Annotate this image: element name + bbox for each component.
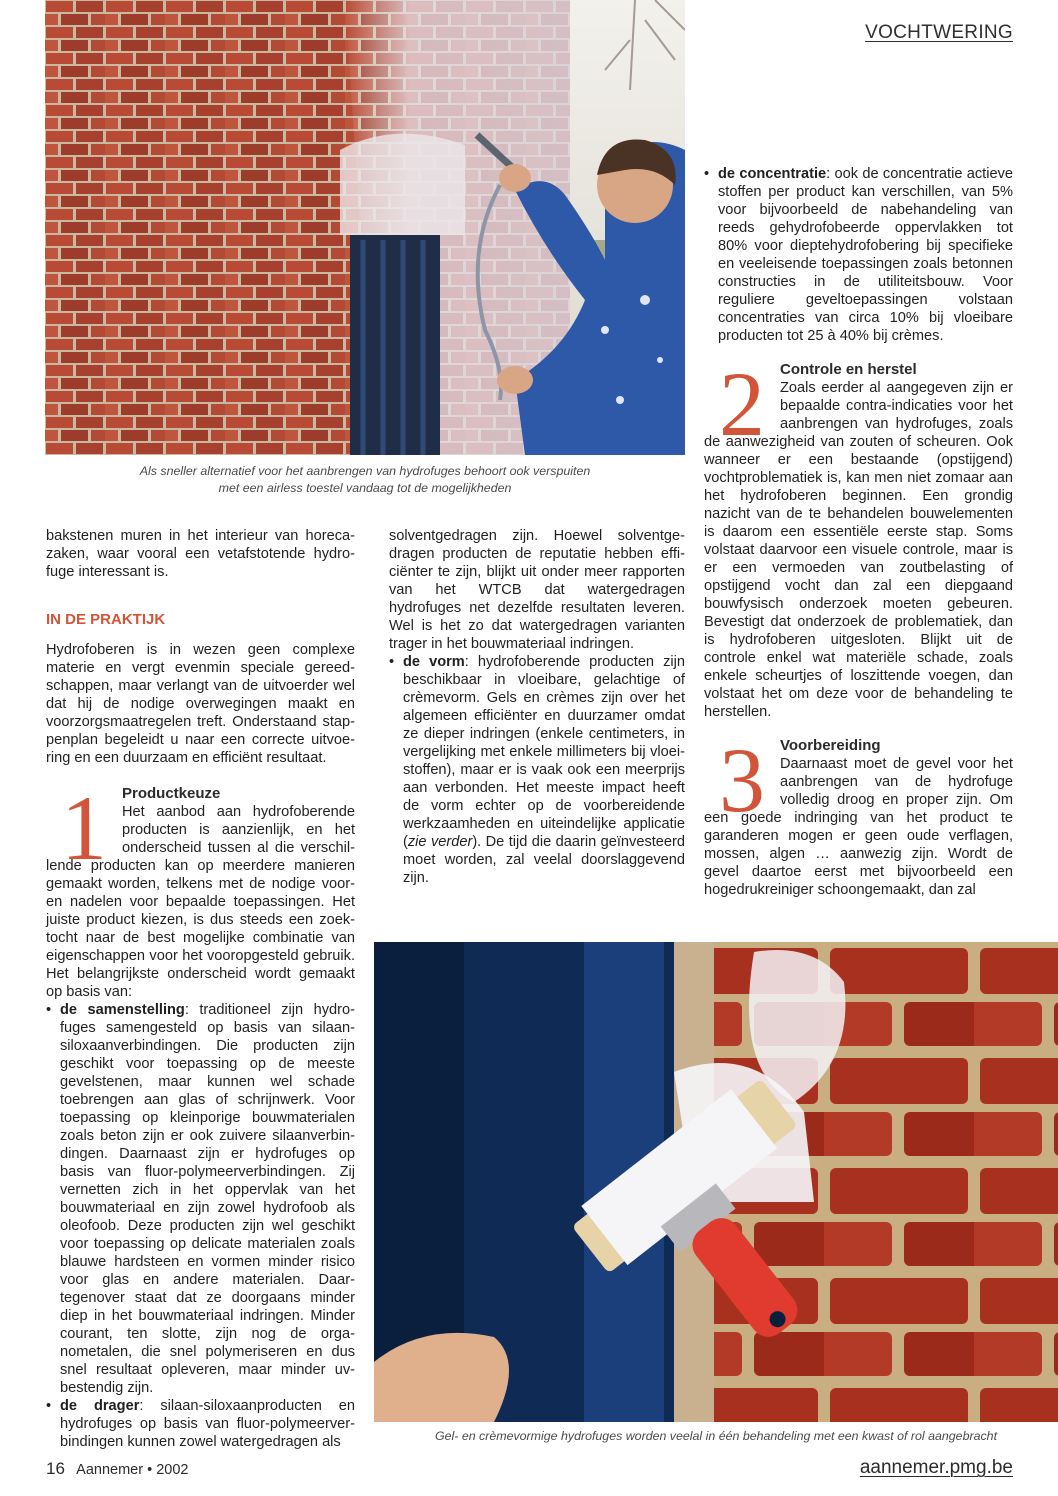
footer-left: [46, 1459, 188, 1479]
step-title: Voorbereiding: [780, 737, 881, 754]
bullet-text: : hydrofoberende producten zijn beschikbaar in vloeibare, gelachtige of crèmevorm. Gels en crèmes zijn over het algemeen efficiënter en duurzamer omdat ze dieper indringen (enkele centimeters, in vergelijking met enkele millimeters bij vloeistoffen), maar er is vaak ook een meerprijs aan verbonden. Het meeste impact heeft de vorm echter op de voorbereidende werkzaamheden en uiteindelijke applicatie (: [403, 654, 685, 850]
step-text: Daarnaast moet de gevel voor het aanbrengen van de hydrofuge volledig droog en proper zijn. Om een goede indringing van het product te garanderen mogen er geen oude verflagen, mossen, algen … aanwezig zijn. Wordt de gevel daartoe eerst met bijvoorbeeld een hogedrukreiniger schoongemaakt, dan zal: [704, 756, 1013, 898]
bullet-term: de vorm: [403, 654, 465, 670]
bottom-photo-caption: Gel- en crèmevormige hydrofuges worden veelal in één behandeling met een kwast of rol aangebracht: [434, 1429, 998, 1443]
bullet-item: [46, 1397, 355, 1451]
bullet-item: [704, 165, 1013, 345]
photo-brush-application: [374, 942, 1058, 1422]
bullet-dot: •: [46, 1398, 52, 1414]
bullet-term: de samenstelling: [60, 1002, 185, 1018]
bullet-term: de concentratie: [718, 166, 827, 182]
step-3: [704, 729, 1013, 899]
bullet-dot: •: [46, 1002, 52, 1018]
caption-line: met een airless toestel vandaag tot de mogelijkheden: [218, 481, 512, 495]
step-2: [704, 353, 1013, 721]
bullet-item: [389, 653, 685, 887]
step-1: [46, 777, 355, 1001]
page-number: 16: [46, 1459, 65, 1478]
bullet-term: de drager: [60, 1398, 140, 1414]
magazine-issue: Aannemer • 2002: [76, 1462, 189, 1478]
step-title: Productkeuze: [122, 785, 221, 802]
bullet-italic: zie verder: [407, 834, 473, 850]
column-1: [46, 527, 355, 1451]
section-title: VOCHTWERING: [865, 22, 1013, 43]
caption-line: Als sneller alternatief voor het aanbrengen van hydrofuges behoort ook verspuiten: [139, 464, 591, 478]
paragraph: solventgedragen zijn. Hoewel solventgedragen producten de reputatie hebben efficiënter te zijn, blijkt uit onder meer rapporten van het WTCB dat watergedragen hydrofuges net dezelfde resultaten leveren. Wel is het zo dat watergedragen varianten trager in het bouwmateriaal indringen.: [389, 528, 685, 652]
bullet-dot: •: [704, 166, 710, 182]
step-number: 2: [719, 353, 765, 455]
step-number: 3: [719, 729, 765, 831]
intro-paragraph: bakstenen muren in het interieur van horecazaken, waar vooral een vetafstotende hydrofuge interessant is.: [46, 528, 355, 580]
section-heading: IN DE PRAKTIJK: [46, 611, 166, 628]
bullet-text: ). De tijd die daarin geïnvesteerd moet worden, zal veelal doorslaggevend zijn.: [403, 834, 686, 886]
bullet-text: : silaan-siloxaanproducten en hydrofuges op basis van fluor-polymeerverbindingen kunnen zowel watergedragen als: [60, 1398, 355, 1450]
bullet-dot: •: [389, 654, 395, 670]
paragraph: Hydrofoberen is in wezen geen complexe materie en vergt evenmin speciale gereedschappen, maar verlangt van de uitvoerder wel dat hij de nodige overwegingen maakt en voorzorgsmaatregelen treft. Onderstaand stappenplan begeleidt u naar een correcte uitvoering en een duurzaam en efficiënt resultaat.: [46, 642, 355, 766]
top-photo-caption: [45, 463, 685, 497]
bullet-item: [46, 1001, 355, 1397]
bullet-text: : traditioneel zijn hydrofuges samengesteld op basis van silaan-siloxaanverbindingen. Die producten zijn geschikt voor toepassing op de meeste gevelstenen, maar kunnen wel schade toebrengen aan glas of schrijnwerk. Voor toepassing op kleinporige bouwmaterialen zoals beton zijn er ook zuivere silaanverbindingen. Daarnaast zijn er hydrofuges op basis van fluor-polymeerverbindingen. Zij vernetten zich in het oppervlak van het bouwmateriaal en zijn zowel hydrofoob als oleofoob. Deze producten zijn wel geschikt voor toepassing op delicate materialen zoals blauwe hardsteen en vormen minder risico voor glas en andere materialen. Daartegenover staat dat ze doorgaans minder diep in het bouwmateriaal indringen. Minder courant, ten slotte, zijn nog de organometalen, die snel polymeriseren en dus snel resultaat opleveren, maar minder uv-bestendig zijn.: [60, 1002, 355, 1396]
photo-spraying-wall: [45, 0, 685, 455]
column-2: [389, 527, 685, 887]
step-title: Controle en herstel: [780, 361, 917, 378]
column-3: [704, 165, 1013, 899]
website-link[interactable]: aannemer.pmg.be: [859, 1457, 1013, 1478]
step-number: 1: [61, 777, 107, 879]
bullet-text: : ook de concentratie actieve stoffen per product kan verschillen, van 5% voor bijvoorbeeld de nabehandeling van reeds gehydrofobeerde oppervlakken tot 80% voor dieptehydrofobering bij specifieke en veeleisende toepassingen zoals betonnen constructies in de utiliteitsbouw. Voor reguliere geveltoepassingen volstaan concentraties van circa 10% bij vloeibare producten tot 25 à 40% bij crèmes.: [718, 166, 1013, 344]
step-text: Zoals eerder al aangegeven zijn er bepaalde contra-indicaties voor het aanbrengen van hydrofuges, zoals de aanwezigheid van zouten of scheuren. Ook wanneer er een bestaande (opstijgend) vochtproblematiek is, kan men niet zomaar aan het hydrofoberen beginnen. Een grondig nazicht van de te behandelen bouwelementen is daarom een essentiële eerste stap. Soms volstaat daarvoor een visuele controle, maar is er een vermoeden van zoutbelasting of opstijgend vocht dan zal een diepgaand bouwfysisch onderzoek moeten gebeuren. Bevestigt dat onderzoek de problematiek, dan is hydrofoberen uitgesloten. Blijkt uit de controle enkel wat materiële schade, zoals enkele scheurtjes of loszittende voegen, dan volstaat het om deze voor de behandeling te herstellen.: [704, 380, 1013, 720]
step-text: Het aanbod aan hydrofoberende producten is aanzienlijk, en het onderscheid tussen al die verschillende producten kan op meerdere manieren gemaakt worden, telkens met de nodige voor- en nadelen voor bepaalde toepassingen. Het juiste product kiezen, is dus steeds een zoektocht naar de best mogelijke combinatie van eigenschappen voor het vooropgesteld gebruik. Het belangrijkste onderscheid wordt gemaakt op basis van:: [46, 804, 355, 1000]
